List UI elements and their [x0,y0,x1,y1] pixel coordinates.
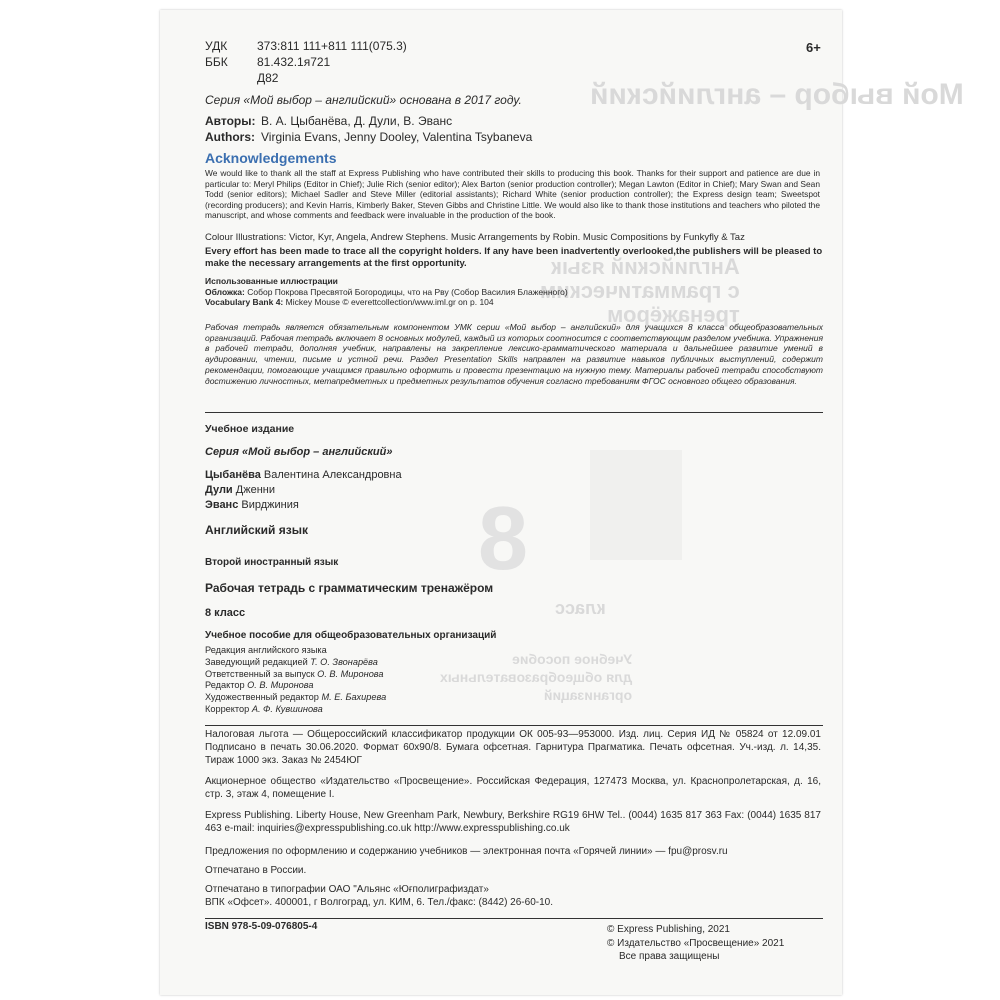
authors-en-label: Authors: [205,130,255,144]
author-name [205,468,402,483]
author-name [205,498,402,513]
staff-role: Редакция английского языка [205,645,327,655]
cover-label: Обложка: [205,286,245,297]
staff-person: А. Ф. Кувшинова [251,703,323,714]
staff-line [205,657,386,669]
staff-line [205,645,386,657]
cover-credit [205,287,568,298]
tax-info: Налоговая льгота — Общероссийский классификатор продукции ОК 005-93—953000. Изд. лиц. Серия ИД № 05824 от 12.09.01 Подписано в печать 30.06.2020. Формат 60x90/8. Бумага офсетная. Гарнитура Прагматика. Печать офсетная. Уч.-изд. л. 14,35. Тираж 1000 экз. Заказ № 2454ЮГ [205,729,821,766]
authors-ru [205,113,532,129]
staff-line [205,669,386,681]
classification-block [205,38,407,86]
workbook-description: Рабочая тетрадь является обязательным компонентом УМК серии «Мой выбор – английский» для учащихся 8 класса общеобразовательных организаций. Рабочая тетрадь включает 8 основных модулей, каждый из которых соотносится с соответствующим разделом учебника. Упражнения в рабочей тетради, дополняя учебник, направлены на закрепление лексико-грамматического материала и дальнейшее развитие умений в аудировании, чтении, письме и устной речи. Раздел Presentation Skills направлен на развитие навыков публичных выступлений, содержит рекомендации, помогающие учащимся правильно оформить и провести презентацию на нужную тему. Материалы рабочей тетради способствуют достижению личностных, метапредметных и предметных результатов обучения согласно требованиям ФГОС основного общего образования. [205,322,823,386]
bbk-line [205,54,407,70]
divider [205,918,823,919]
copyright-block [607,923,784,964]
illustrations-credits: Colour Illustrations: Victor, Kyr, Angela, Andrew Stephens. Music Arrangements by Robin. Music Compositions by Funkyfly & Taz [205,232,745,243]
author-given: Дженни [235,484,275,496]
authors-ru-label: Авторы: [205,114,256,128]
staff-line [205,704,386,716]
series-title: Серия «Мой выбор – английский» [205,446,393,458]
copyright-line: © Издательство «Просвещение» 2021 [607,937,785,949]
bleed-through-title: Мой выбор – английский [590,78,964,111]
age-rating-badge: 6+ [806,40,821,55]
isbn: ISBN 978-5-09-076805-4 [205,921,318,932]
staff-role: Редактор [205,680,245,691]
hotline-info: Предложения по оформлению и содержанию учебников — электронная почта «Горячей линии» — fpu@prosv.ru [205,846,728,857]
bleed-line: тренажёром [607,302,740,327]
udk-label: УДК [205,39,228,53]
grade: 8 класс [205,607,246,619]
author-mark-line [205,70,407,86]
author-surname: Дули [205,484,233,496]
bleed-line: для общеобразовательных [440,669,633,685]
used-illustrations-block [205,276,568,308]
cover-value: Собор Покрова Пресвятой Богородицы, что на Рву (Собор Василия Блаженного) [247,286,568,297]
series-note: Серия «Мой выбор – английский» основана в 2017 году. [205,93,522,107]
staff-line [205,692,386,704]
authors-ru-value: В. А. Цыбанёва, Д. Дули, В. Эванс [261,114,453,128]
acknowledgements-text: We would like to thank all the staff at Express Publishing who have contributed their skills to producing this book. Thanks for their support and patience are due in particular to: Meryl Philips (Editor in Chief); Julie Rich (senior editor); Alex Barton (senior production controller); Megan Lawton (Editor in Chief); Mary Swan and Sean Todd (senior editors); Michael Sadler and Steve Miller (editorial assistants); Richard White (senior production controller); the Express design team; Sweetspot (recording producers); and Kevin Harris, Kimberly Baker, Steven Gibbs and Christine Little. We would also like to thank those institutions and teachers who piloted the manuscript, and whose comments and feedback were invaluable in the production of the book. [205,168,820,221]
author-given: Вирджиния [241,499,299,511]
bbk-label: ББК [205,55,228,69]
authors-block [205,113,532,145]
bbk-value: 81.432.1я721 [257,55,331,69]
author-surname: Цыбанёва [205,469,261,481]
bleed-through-block [590,450,682,560]
used-illustrations-heading: Использованные иллюстрации [205,276,338,286]
divider [205,412,823,413]
staff-role: Заведующий редакцией [205,656,308,667]
bleed-line: организаций [543,687,633,703]
workbook-title: Рабочая тетрадь с грамматическим тренажёром [205,581,494,595]
author-given: Валентина Александровна [263,469,402,481]
author-mark: Д82 [257,71,279,85]
bleed-through-class: класс [555,598,606,618]
staff-person: Т. О. Звонарёва [310,656,378,667]
vocab-credit [205,297,568,308]
copyright-line: Все права защищены [619,951,720,962]
copyright-notice: Every effort has been made to trace all the copyright holders. If any have been inadvertently overlooked,the publishers will be pleased to make the necessary arrangements at the first opportunity. [205,246,823,269]
authors-en-value: Virginia Evans, Jenny Dooley, Valentina Tsybaneva [261,130,533,144]
udk-line [205,38,407,54]
staff-role: Корректор [205,703,250,714]
bleed-line: Учебное пособие [512,651,633,667]
publisher-address: Акционерное общество «Издательство «Просвещение». Российская Федерация, 127473 Москва, ул. Краснопролетарская, д. 16, стр. 3, этаж 4, помещение I. [205,776,821,800]
printer-line-1: Отпечатано в типографии ОАО "Альянс «Юғполиграфиздат» [205,884,489,895]
vocab-value: Mickey Mouse © everettcollection/www.iml.gr on p. 104 [285,297,494,307]
bleed-line: с грамматическим [540,278,740,303]
express-publishing-address: Express Publishing. Liberty House, New Greenham Park, Newbury, Berkshire RG19 6HW Tel.. (0044) 1635 817 363 Fax: (0044) 1635 817 463 e-mail: inquiries@expresspublishing.co.uk http://www.expresspublishing.co.uk [205,810,821,834]
subject-title: Английский язык [205,523,308,537]
staff-line [205,680,386,692]
staff-role: Ответственный за выпуск [205,668,315,679]
divider [205,725,823,726]
staff-person: О. В. Миронова [317,668,384,679]
bleed-through-number: 8 [478,489,529,589]
acknowledgements-heading: Acknowledgements [205,150,337,166]
printer-line-2: ВПК «Офсет». 400001, г Волгоград, ул. КИМ, 6. Тел./факс: (8442) 26-60-10. [205,897,553,908]
staff-person: О. В. Миронова [247,680,314,691]
authors-en [205,129,532,145]
staff-role: Художественный редактор [205,692,319,703]
edition-type: Учебное издание [205,423,295,435]
printed-in-russia: Отпечатано в России. [205,865,307,876]
bleed-line: Английский язык [550,254,740,279]
second-language: Второй иностранный язык [205,557,339,568]
udk-value: 373:811 111+811 111(075.3) [257,39,407,53]
author-names [205,468,402,513]
vocab-label: Vocabulary Bank 4: [205,297,284,307]
editorial-staff [205,645,386,716]
author-surname: Эванс [205,499,239,511]
copyright-line: © Express Publishing, 2021 [607,924,730,935]
author-name [205,483,402,498]
staff-person: М. Е. Бахирева [321,692,387,703]
manual-type: Учебное пособие для общеобразовательных организаций [205,630,497,641]
